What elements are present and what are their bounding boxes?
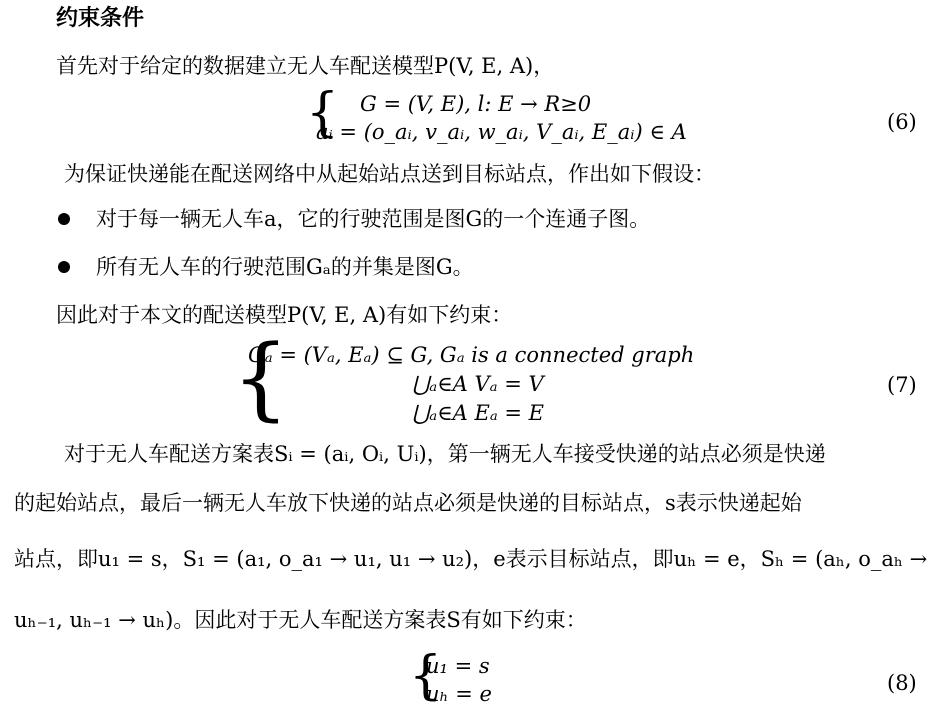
paragraph-constraint-intro: 因此对于本文的配送模型P(V, E, A)有如下约束： — [56, 303, 513, 327]
eq7-line1: Gₐ = (Vₐ, Eₐ) ⊆ G, Gₐ is a connected graph — [248, 343, 695, 367]
eq8-brace: { — [409, 646, 443, 706]
paragraph-schedule-line-4: uₕ₋₁, uₕ₋₁ → uₕ)。因此对于无人车配送方案表S有如下约束： — [14, 608, 587, 632]
bullet-marker-2 — [58, 261, 70, 273]
eq8-line2: uₕ = e — [426, 682, 492, 706]
eq6-line1: G = (V, E), l: E → R≥0 — [360, 92, 592, 116]
eq6-number: (6) — [887, 110, 917, 134]
eq6-brace: { — [306, 83, 340, 143]
eq7-line3: ⋃ₐ∈A Eₐ = E — [412, 401, 544, 425]
eq8-line1: u₁ = s — [426, 654, 490, 678]
section-heading: 约束条件 — [56, 5, 145, 31]
bullet-item-2: 所有无人车的行驶范围Gₐ的并集是图G。 — [96, 255, 474, 279]
bullet-item-1: 对于每一辆无人车a，它的行驶范围是图G的一个连通子图。 — [96, 207, 651, 231]
paragraph-model-intro: 首先对于给定的数据建立无人车配送模型P(V, E, A)， — [56, 54, 555, 78]
eq7-line2: ⋃ₐ∈A Vₐ = V — [412, 372, 544, 396]
paragraph-schedule-line-2: 的起始站点，最后一辆无人车放下快递的站点必须是快递的目标站点，s表示快递起始 — [14, 491, 802, 515]
paragraph-schedule-line-3: 站点，即u₁ = s，S₁ = (a₁, o_a₁ → u₁, u₁ → u₂)，e表示目标站点，即uₕ = e，Sₕ = (aₕ, o_aₕ → — [14, 547, 928, 571]
eq7-brace: { — [232, 326, 290, 431]
paragraph-assumption-intro: 为保证快递能在配送网络中从起始站点送到目标站点，作出如下假设： — [64, 162, 715, 186]
paragraph-schedule-line-1: 对于无人车配送方案表Sᵢ = (aᵢ, Oᵢ, Uᵢ)，第一辆无人车接受快递的站点必须是快递 — [64, 442, 826, 466]
eq6-line2: aᵢ = (o_aᵢ, v_aᵢ, w_aᵢ, V_aᵢ, E_aᵢ) ∈ A — [316, 120, 687, 144]
eq8-number: (8) — [887, 671, 917, 695]
eq7-number: (7) — [887, 373, 917, 397]
bullet-marker-1 — [58, 213, 70, 225]
